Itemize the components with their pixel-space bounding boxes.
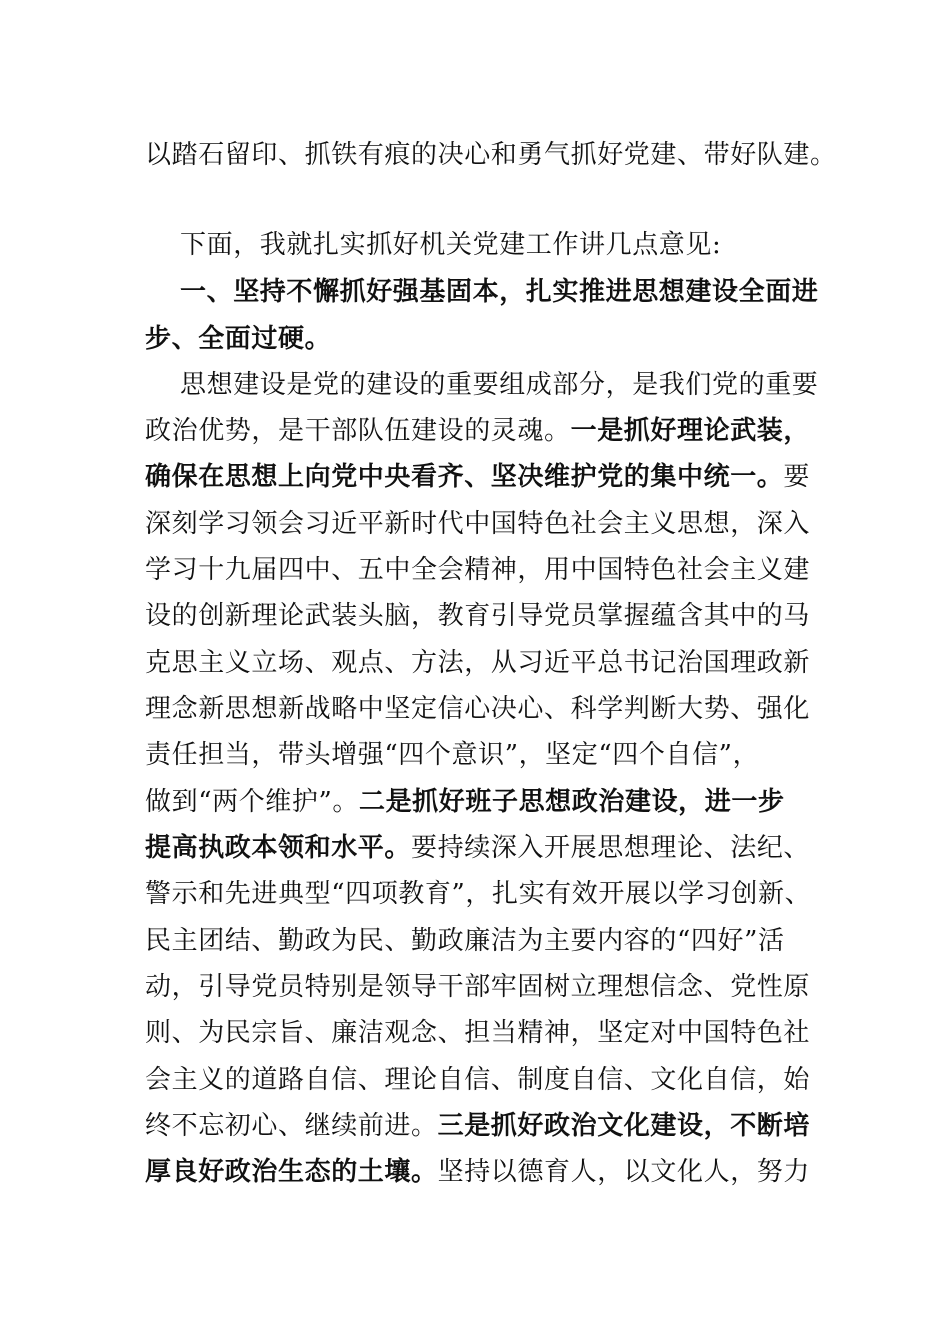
text-line <box>145 831 825 865</box>
text-run: 理念新思想新战略中坚定信心决心、科学判断大势、强化 <box>145 694 811 724</box>
text-run: 责任担当，带头增强“四个意识”，坚定“四个自信”， <box>145 740 760 770</box>
text-line <box>180 368 825 402</box>
section-heading <box>180 275 825 309</box>
bold-text-run: 一是抓好理论武装， <box>570 416 811 446</box>
text-run: 终不忘初心、继续前进。 <box>145 1111 438 1141</box>
text-run: 坚持以德育人，以文化人，努力 <box>437 1157 811 1187</box>
text-run: 学习十九届四中、五中全会精神，用中国特色社会主义建 <box>145 555 811 585</box>
text-run: 要持续深入开展思想理论、法纪、 <box>411 833 811 863</box>
text-run: 思想建设是党的建设的重要组成部分，是我们党的重要 <box>180 370 819 400</box>
text-line <box>145 970 825 1004</box>
text-line <box>145 599 825 633</box>
bold-text-run: 厚良好政治生态的土壤。 <box>145 1157 438 1187</box>
text-line <box>145 1109 825 1143</box>
bold-text-run: 三是抓好政治文化建设，不断培 <box>437 1111 811 1141</box>
text-line <box>145 1063 825 1097</box>
text-run: 步、全面过硬。 <box>145 324 332 354</box>
text-run: 一、坚持不懈抓好强基固本，扎实推进思想建设全面进 <box>180 277 819 307</box>
text-line <box>145 877 825 911</box>
text-run: 会主义的道路自信、理论自信、制度自信、文化自信，始 <box>145 1065 811 1095</box>
text-line <box>145 738 825 772</box>
section-heading <box>145 322 825 356</box>
text-run: 政治优势，是干部队伍建设的灵魂。 <box>145 416 571 446</box>
text-run: 深刻学习领会习近平新时代中国特色社会主义思想，深入 <box>145 509 811 539</box>
text-run: 以踏石留印、抓铁有痕的决心和勇气抓好党建、带好队建。 <box>145 140 837 170</box>
text-line <box>145 138 837 172</box>
text-run: 警示和先进典型“四项教育”，扎实有效开展以学习创新、 <box>145 879 812 909</box>
text-line <box>145 785 825 819</box>
text-run: 克思主义立场、观点、方法，从习近平总书记治国理政新 <box>145 648 811 678</box>
text-line <box>145 553 825 587</box>
text-run: 动，引导党员特别是领导干部牢固树立理想信念、党性原 <box>145 972 811 1002</box>
bold-text-run: 确保在思想上向党中央看齐、坚决维护党的集中统一。 <box>145 462 784 492</box>
text-line <box>180 228 825 262</box>
text-run: 则、为民宗旨、廉洁观念、担当精神，坚定对中国特色社 <box>145 1018 811 1048</box>
text-line <box>145 1155 825 1189</box>
text-line <box>145 414 825 448</box>
bold-text-run: 提高执政本领和水平。 <box>145 833 412 863</box>
text-line <box>145 692 825 726</box>
text-line <box>145 924 825 958</box>
text-run: 要 <box>783 462 811 492</box>
text-run: 设的创新理论武装头脑，教育引导党员掌握蕴含其中的马 <box>145 601 811 631</box>
text-line <box>145 507 825 541</box>
text-run: 下面，我就扎实抓好机关党建工作讲几点意见: <box>180 230 722 260</box>
text-line <box>145 1016 825 1050</box>
text-run: 做到“两个维护”。 <box>145 787 359 817</box>
text-line <box>145 646 825 680</box>
text-run: 民主团结、勤政为民、勤政廉洁为主要内容的“四好”活 <box>145 926 785 956</box>
bold-text-run: 二是抓好班子思想政治建设，进一步 <box>358 787 785 817</box>
text-line <box>145 460 825 494</box>
